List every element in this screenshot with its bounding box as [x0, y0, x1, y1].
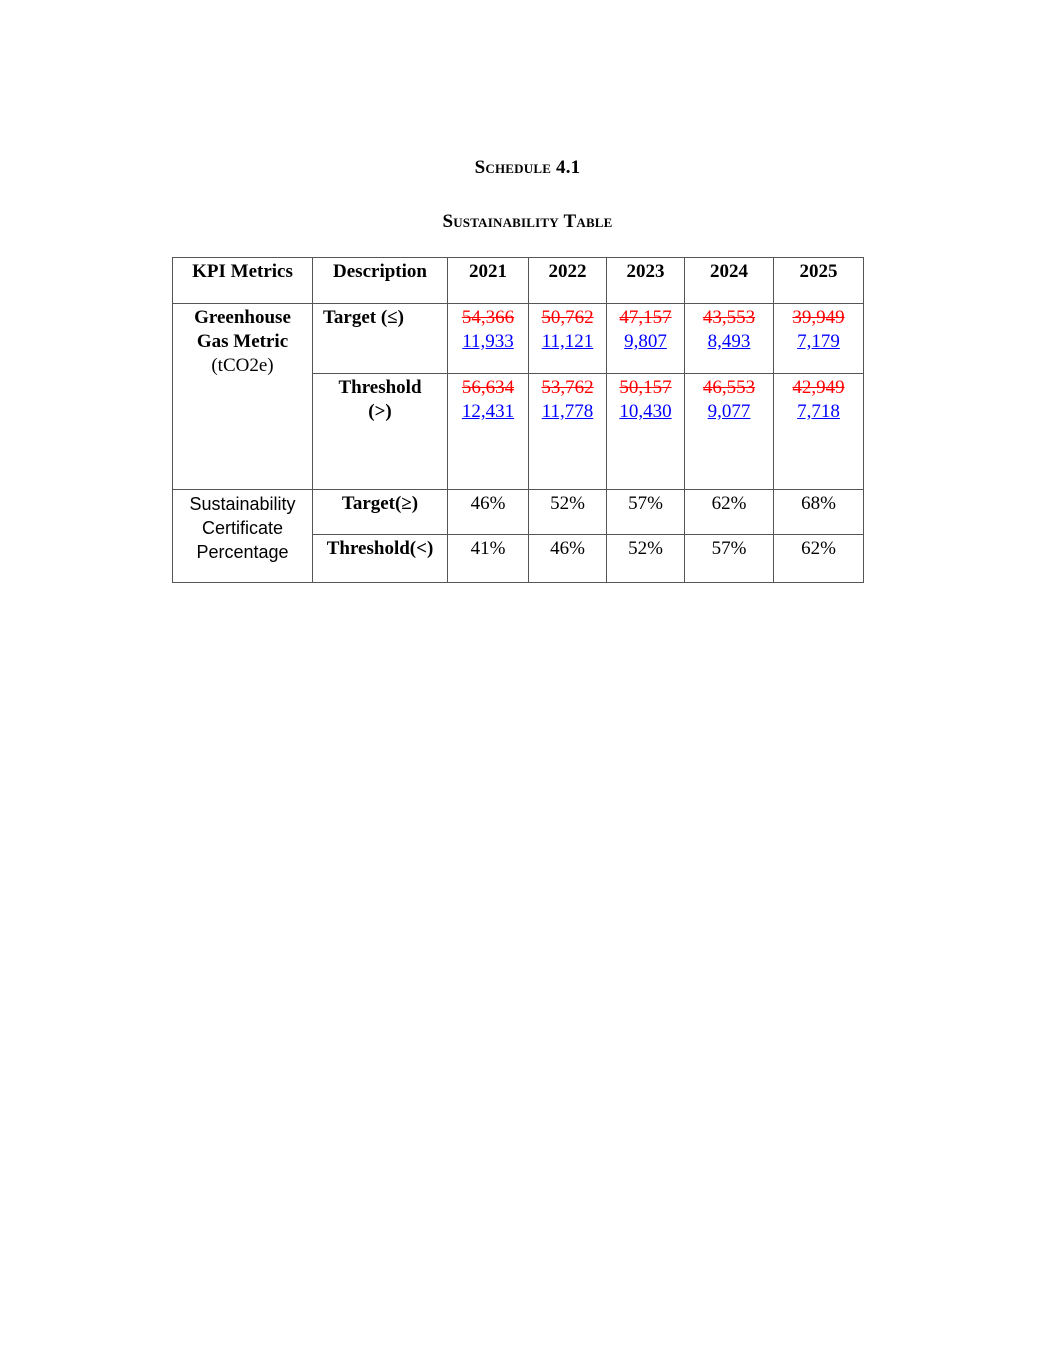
sc-target-2025: 68% — [774, 490, 864, 535]
deleted-value: 47,157 — [619, 307, 672, 328]
metric-name-line: Gas Metric — [196, 331, 289, 352]
sustainability-table — [172, 257, 864, 583]
table-row — [173, 490, 864, 535]
deleted-value: 46,553 — [702, 377, 756, 398]
inserted-value: 7,718 — [797, 401, 840, 422]
threshold-label — [313, 374, 448, 490]
inserted-value: 9,077 — [707, 401, 751, 422]
threshold-label: Threshold(<) — [313, 535, 448, 583]
schedule-title: Schedule 4.1 — [474, 157, 581, 178]
ghg-threshold-2021 — [448, 374, 529, 490]
metric-name-line: Certificate — [201, 518, 284, 538]
inserted-value: 10,430 — [619, 401, 672, 422]
header-2021: 2021 — [448, 258, 529, 304]
deleted-value: 56,634 — [461, 377, 515, 398]
inserted-value: 12,431 — [461, 401, 515, 422]
deleted-value: 53,762 — [541, 377, 594, 398]
inserted-value: 11,121 — [541, 331, 594, 352]
table-header-row — [173, 258, 864, 304]
ghg-threshold-2023 — [607, 374, 685, 490]
header-2022: 2022 — [529, 258, 607, 304]
table-title: Sustainability Table — [442, 211, 613, 232]
ghg-target-2021 — [448, 304, 529, 374]
deleted-value: 54,366 — [461, 307, 515, 328]
metric-unit: (tCO2e) — [211, 355, 274, 376]
deleted-value: 43,553 — [702, 307, 756, 328]
ghg-threshold-2025 — [774, 374, 864, 490]
threshold-label-line: (>) — [368, 401, 392, 422]
inserted-value: 11,933 — [462, 331, 514, 352]
deleted-value: 50,157 — [619, 377, 672, 398]
target-label: Target(≥) — [313, 490, 448, 535]
header-2025: 2025 — [774, 258, 864, 304]
ghg-threshold-2024 — [685, 374, 774, 490]
header-2024: 2024 — [685, 258, 774, 304]
sc-threshold-2023: 52% — [607, 535, 685, 583]
deleted-value: 50,762 — [541, 307, 594, 328]
target-label: Target (≤) — [313, 304, 448, 374]
metric-name-line: Percentage — [196, 542, 289, 562]
deleted-value: 39,949 — [792, 307, 845, 328]
sustainability-certificate-metric-cell — [173, 490, 313, 583]
inserted-value: 7,179 — [797, 331, 840, 352]
threshold-label-line: Threshold — [338, 377, 422, 398]
ghg-target-2024 — [685, 304, 774, 374]
header-2023: 2023 — [607, 258, 685, 304]
sc-threshold-2024: 57% — [685, 535, 774, 583]
sc-target-2024: 62% — [685, 490, 774, 535]
ghg-target-2023 — [607, 304, 685, 374]
sc-threshold-2025: 62% — [774, 535, 864, 583]
metric-name-line: Greenhouse — [194, 307, 291, 328]
sc-target-2023: 57% — [607, 490, 685, 535]
inserted-value: 11,778 — [541, 401, 594, 422]
metric-name-line: Sustainability — [189, 494, 296, 514]
sc-threshold-2021: 41% — [448, 535, 529, 583]
sc-target-2021: 46% — [448, 490, 529, 535]
inserted-value: 8,493 — [707, 331, 751, 352]
sc-threshold-2022: 46% — [529, 535, 607, 583]
table-row — [173, 304, 864, 374]
header-kpi-metrics: KPI Metrics — [173, 258, 313, 304]
ghg-target-2025 — [774, 304, 864, 374]
header-description: Description — [313, 258, 448, 304]
greenhouse-gas-metric-cell — [173, 304, 313, 490]
ghg-threshold-2022 — [529, 374, 607, 490]
inserted-value: 9,807 — [624, 331, 667, 352]
sc-target-2022: 52% — [529, 490, 607, 535]
ghg-target-2022 — [529, 304, 607, 374]
deleted-value: 42,949 — [792, 377, 845, 398]
